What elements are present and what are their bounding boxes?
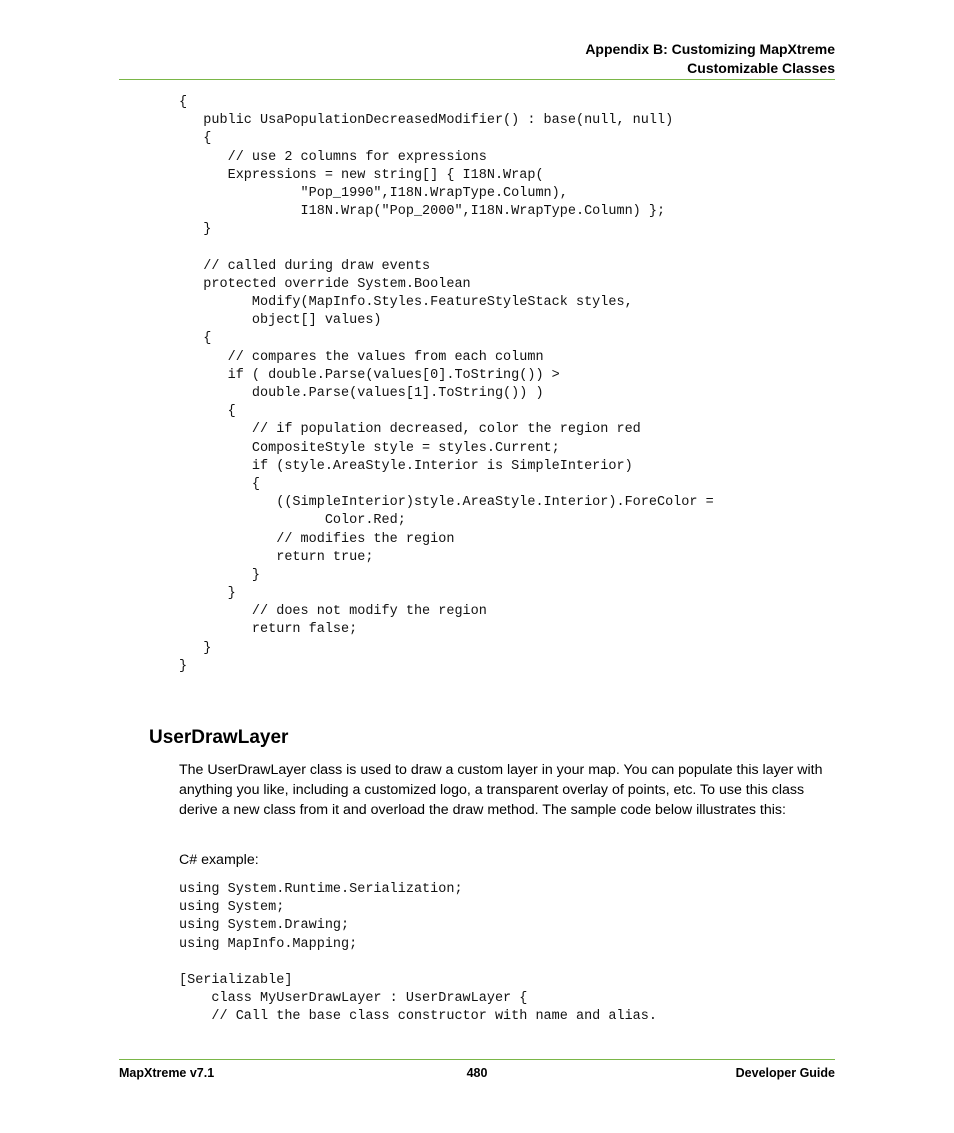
code-line: {	[179, 476, 261, 492]
code-line: {	[179, 131, 212, 147]
code-line: using System.Drawing;	[179, 918, 350, 934]
code-line	[179, 240, 714, 258]
code-line: {	[179, 404, 236, 420]
code-line: return true;	[179, 549, 374, 565]
code-line: class MyUserDrawLayer : UserDrawLayer {	[179, 991, 528, 1007]
footer-product: MapXtreme v7.1	[119, 1066, 215, 1080]
code-line: return false;	[179, 622, 358, 638]
header-section: Customizable Classes	[687, 60, 835, 76]
section-paragraph: The UserDrawLayer class is used to draw a custom layer in your map. You can populate this layer with anything you like, including a customized logo, a transparent overlay of points, etc. To use this class derive a new class from it and overload the draw method. The sample code below illustrates this:	[179, 762, 823, 818]
code-line: // if population decreased, color the region red	[179, 422, 641, 438]
code-line: Modify(MapInfo.Styles.FeatureStyleStack styles,	[179, 295, 633, 311]
page-header	[585, 40, 835, 78]
code-line: }	[179, 222, 212, 238]
code-line	[179, 954, 657, 972]
code-line: // compares the values from each column	[179, 349, 544, 365]
footer-guide-title: Developer Guide	[735, 1066, 835, 1080]
code-block-modifier	[179, 94, 714, 676]
code-line: // Call the base class constructor with name and alias.	[179, 1009, 657, 1025]
code-line: {	[179, 331, 212, 347]
code-line: }	[179, 567, 261, 583]
code-line: protected override System.Boolean	[179, 276, 471, 292]
code-line: // modifies the region	[179, 531, 455, 547]
section-title: UserDrawLayer	[149, 727, 289, 748]
code-line: double.Parse(values[1].ToString()) )	[179, 386, 544, 401]
code-line: Expressions = new string[] { I18N.Wrap(	[179, 167, 544, 183]
code-line: public UsaPopulationDecreasedModifier() : base(null, null)	[179, 113, 674, 129]
code-line: }	[179, 658, 188, 674]
header-chapter: Appendix B: Customizing MapXtreme	[585, 41, 835, 57]
code-line: using MapInfo.Mapping;	[179, 936, 358, 952]
code-line: if (style.AreaStyle.Interior is SimpleInterior)	[179, 458, 633, 474]
code-line: }	[179, 586, 236, 602]
example-label: C# example:	[179, 852, 259, 868]
code-line: CompositeStyle style = styles.Current;	[179, 440, 560, 456]
code-line: }	[179, 640, 212, 656]
code-line: // does not modify the region	[179, 604, 487, 620]
footer-page-number: 480	[466, 1066, 488, 1080]
code-line: {	[179, 95, 188, 110]
code-line: if ( double.Parse(values[0].ToString()) >	[179, 367, 560, 383]
code-line: using System.Runtime.Serialization;	[179, 882, 463, 897]
code-line: Color.Red;	[179, 513, 406, 529]
code-line: object[] values)	[179, 313, 382, 329]
code-line: I18N.Wrap("Pop_2000",I18N.WrapType.Column) };	[179, 204, 666, 220]
code-line: "Pop_1990",I18N.WrapType.Column),	[179, 185, 568, 201]
code-line: // use 2 columns for expressions	[179, 149, 487, 165]
code-line: [Serializable]	[179, 972, 293, 988]
footer-rule	[119, 1059, 835, 1060]
code-line: // called during draw events	[179, 258, 431, 274]
code-line: using System;	[179, 900, 285, 916]
code-line: ((SimpleInterior)style.AreaStyle.Interior).ForeColor =	[179, 495, 714, 511]
header-rule	[119, 79, 835, 80]
code-block-userdrawlayer	[179, 881, 657, 1027]
